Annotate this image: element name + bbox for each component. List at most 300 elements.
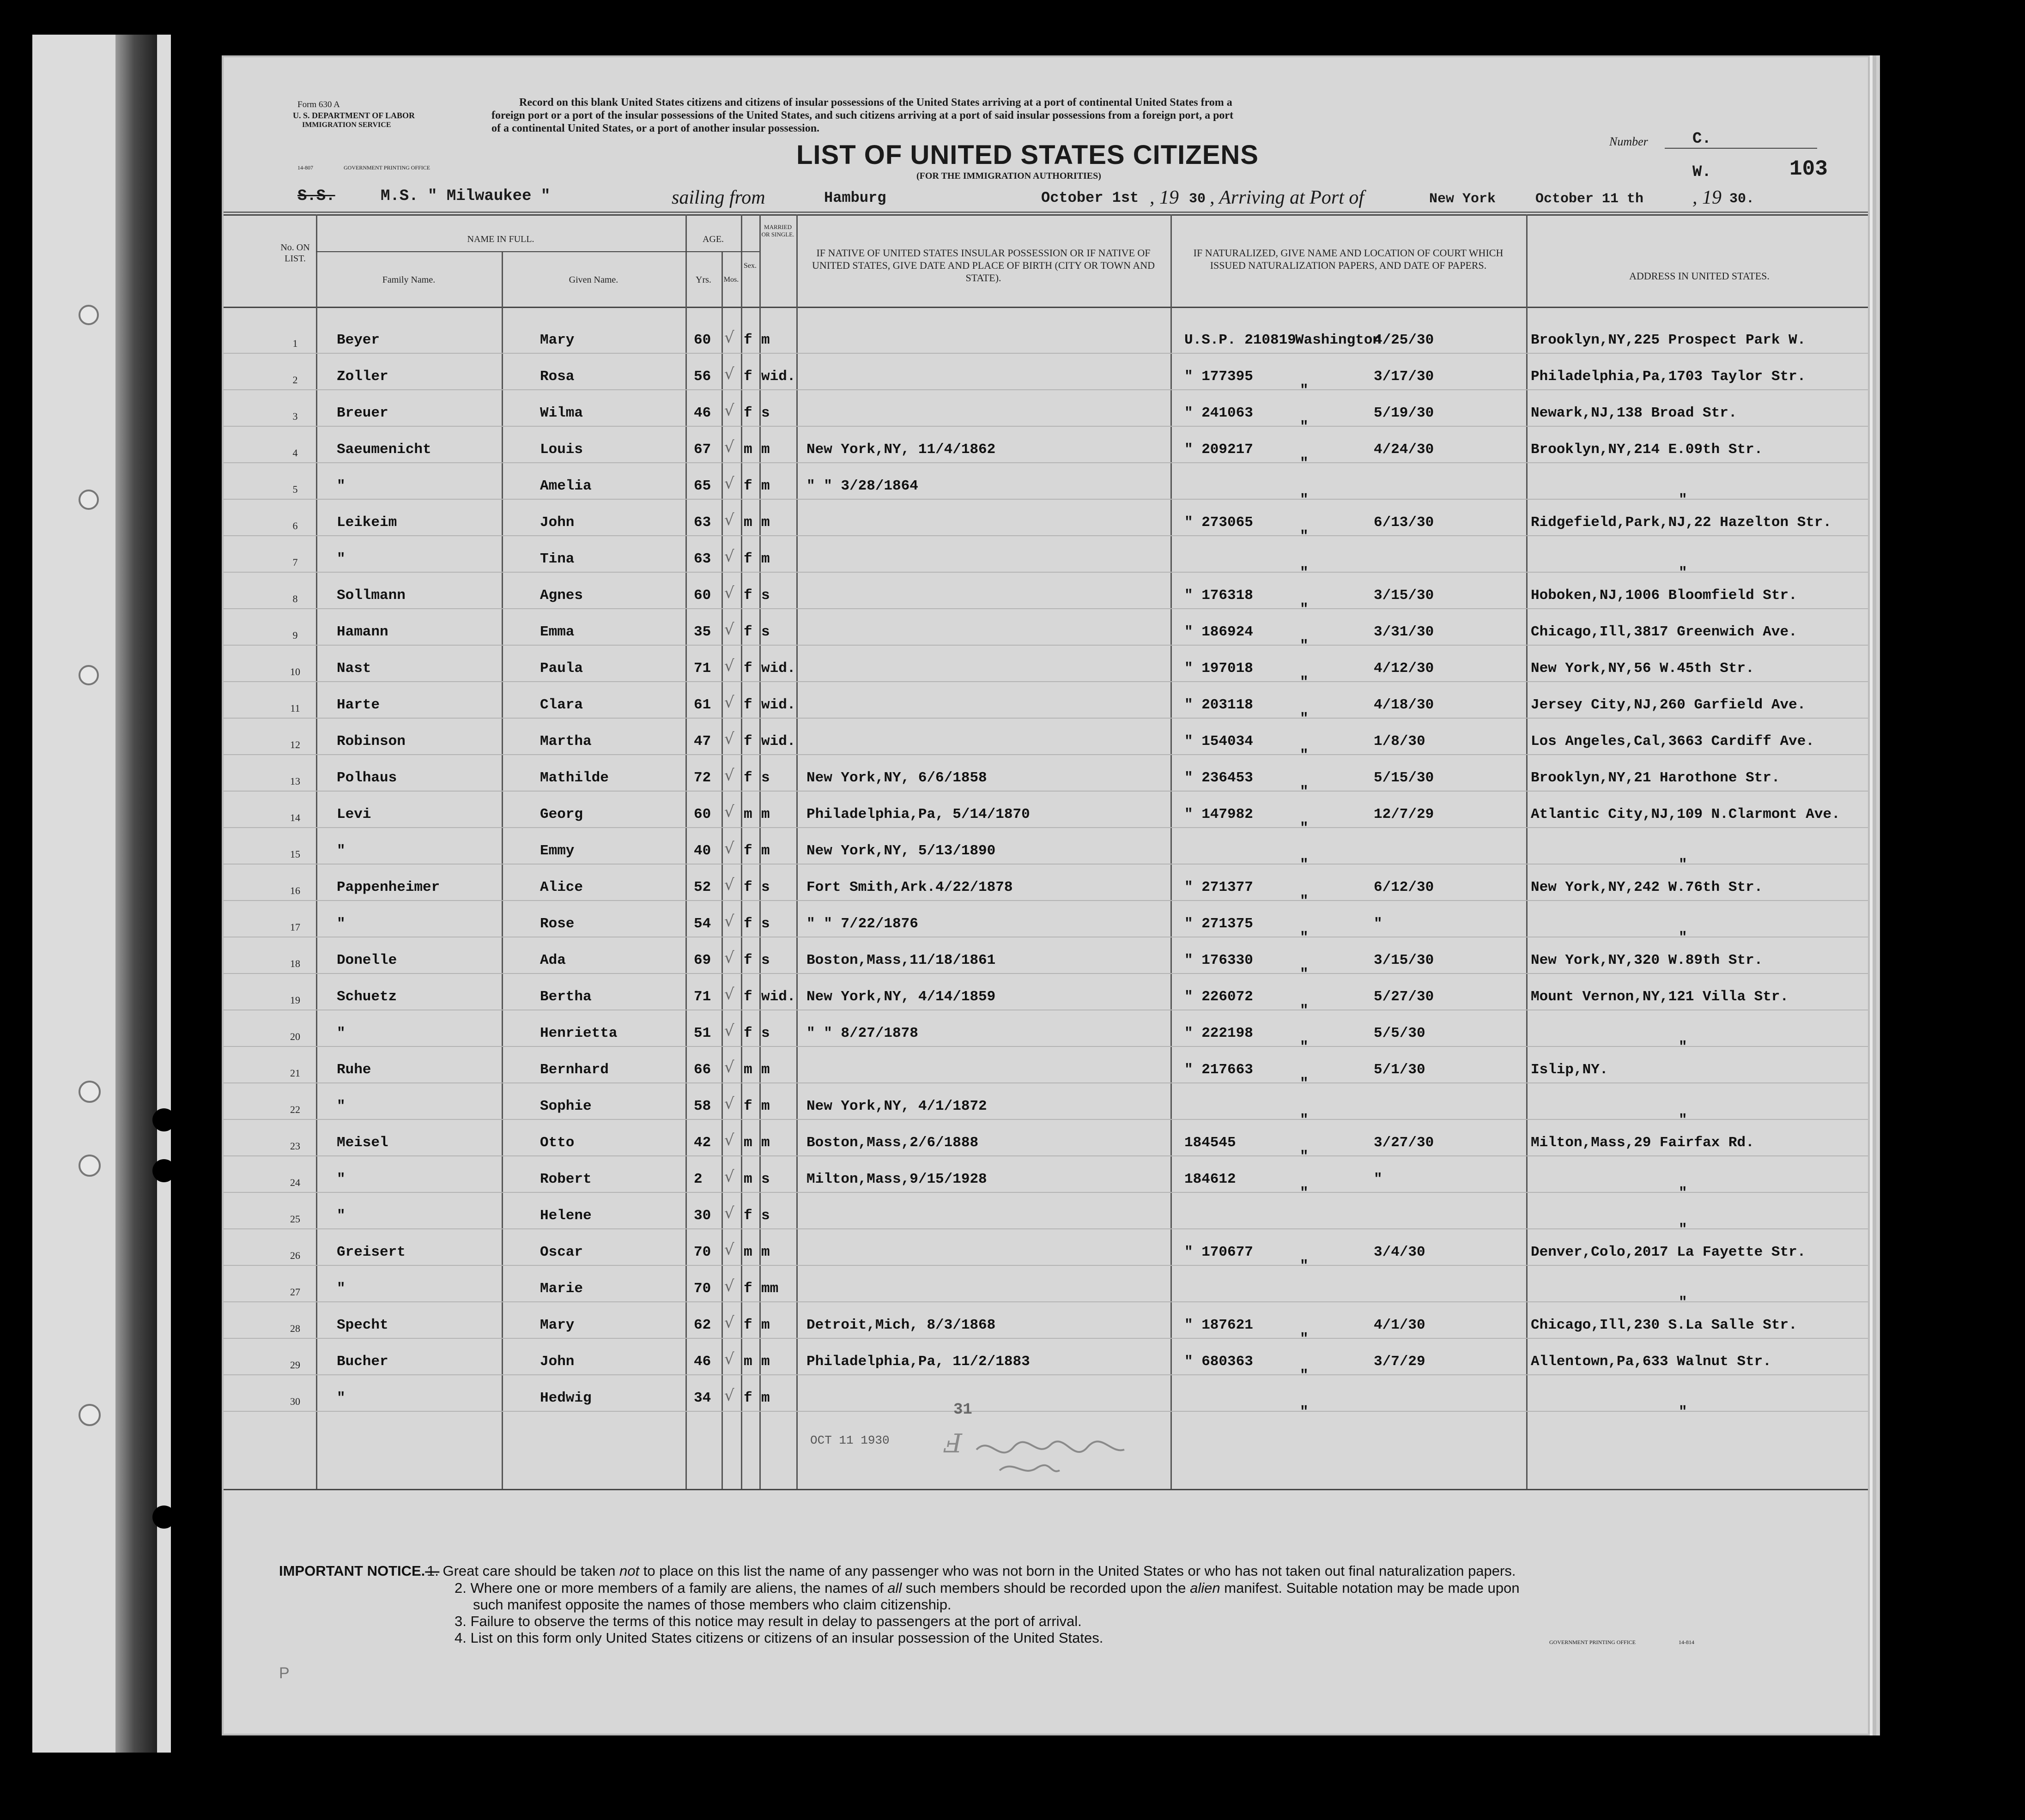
cell-family: ": [337, 843, 346, 859]
header-address: ADDRESS IN UNITED STATES.: [1629, 270, 1770, 282]
stamp-overwrite: 31: [953, 1401, 972, 1419]
cell-paperdate: 3/27/30: [1374, 1135, 1434, 1151]
cell-ms: m: [761, 1062, 770, 1078]
cell-no: 6: [292, 520, 298, 532]
cell-cert: " 186924: [1184, 624, 1253, 640]
cell-yrs: 2: [694, 1171, 703, 1187]
cell-court: ": [1300, 419, 1309, 435]
cell-given: Agnes: [540, 587, 583, 604]
cell-address: Denver,Colo,2017 La Fayette Str.: [1531, 1244, 1806, 1260]
department: U. S. DEPARTMENT OF LABOR: [293, 111, 415, 120]
col-divider: [741, 214, 742, 1489]
cell-paperdate: 5/27/30: [1374, 989, 1434, 1005]
cell-court: ": [1300, 966, 1309, 982]
cell-no: 2: [292, 374, 298, 386]
cell-yrs: 70: [694, 1281, 711, 1297]
cell-paperdate: 6/13/30: [1374, 514, 1434, 531]
cell-ms: s: [761, 770, 770, 786]
cell-sex: m: [744, 1171, 752, 1187]
cell-yrs: 60: [694, 332, 711, 348]
cell-paperdate: 12/7/29: [1374, 806, 1434, 822]
cell-cert: " 273065: [1184, 514, 1253, 531]
col-divider: [502, 251, 503, 1489]
cell-paperdate: 4/25/30: [1374, 332, 1434, 348]
table-top-rule: [224, 214, 1868, 216]
cell-birth: Philadelphia,Pa, 5/14/1870: [806, 806, 1030, 822]
binder-spine-shadow: [115, 35, 157, 1753]
w-label: W.: [1692, 163, 1711, 181]
cell-family: ": [337, 1098, 346, 1114]
cell-no: 8: [292, 593, 298, 605]
struck-prefix: S.S.: [297, 187, 335, 205]
arrival-port: New York: [1429, 191, 1496, 207]
cell-birth: Boston,Mass,11/18/1861: [806, 952, 996, 968]
subheader-rule: [316, 251, 759, 252]
cell-yrs: 34: [694, 1390, 711, 1406]
check-mark-icon: √: [724, 474, 734, 493]
sailing-from-label: sailing from: [672, 187, 765, 208]
check-mark-icon: √: [724, 1240, 734, 1259]
cell-given: Oscar: [540, 1244, 583, 1260]
cell-yrs: 58: [694, 1098, 711, 1114]
cell-ms: s: [761, 1171, 770, 1187]
cell-cert: " 209217: [1184, 441, 1253, 458]
cell-ms: m: [761, 441, 770, 458]
header-name-in-full: NAME IN FULL.: [467, 234, 534, 244]
from-port: Hamburg: [824, 189, 886, 206]
year-prefix-2: , 19: [1692, 187, 1722, 208]
cell-cert: " 203118: [1184, 697, 1253, 713]
cell-no: 28: [290, 1323, 300, 1334]
cell-no: 29: [290, 1359, 300, 1371]
cell-paperdate: 5/1/30: [1374, 1062, 1425, 1078]
cell-sex: m: [744, 514, 752, 531]
number-rule: [1665, 148, 1817, 149]
notice-heading: IMPORTANT NOTICE.—: [279, 1563, 440, 1579]
row-guide-line: [224, 353, 1868, 354]
cell-given: Mary: [540, 1317, 575, 1333]
check-mark-icon: √: [724, 1167, 734, 1186]
cell-sex: f: [744, 587, 752, 604]
cell-birth: New York,NY, 4/14/1859: [806, 989, 996, 1005]
row-guide-line: [224, 754, 1868, 755]
cell-given: Ada: [540, 952, 566, 968]
inspector-signature: Ⅎ: [944, 1429, 962, 1459]
cell-yrs: 60: [694, 587, 711, 604]
cell-paperdate: 3/4/30: [1374, 1244, 1425, 1260]
page-subtitle: (FOR THE IMMIGRATION AUTHORITIES): [916, 171, 1101, 181]
cell-court: ": [1300, 1149, 1309, 1165]
manifest-sheet: [222, 55, 1870, 1735]
cell-family: Sollmann: [337, 587, 406, 604]
cell-sex: f: [744, 916, 752, 932]
binder-ring: [79, 1081, 101, 1103]
cell-ms: m: [761, 332, 770, 348]
cell-paperdate: 3/15/30: [1374, 587, 1434, 604]
cell-sex: m: [744, 1354, 752, 1370]
cell-given: Mathilde: [540, 770, 609, 786]
cell-address: Newark,NJ,138 Broad Str.: [1531, 405, 1737, 421]
cell-yrs: 70: [694, 1244, 711, 1260]
cell-cert: " 241063: [1184, 405, 1253, 421]
cell-sex: f: [744, 405, 752, 421]
cell-court: ": [1300, 1112, 1309, 1128]
binder-ring: [79, 1404, 101, 1426]
cell-family: Donelle: [337, 952, 397, 968]
cell-given: Paula: [540, 660, 583, 677]
check-mark-icon: √: [724, 985, 734, 1004]
cell-ms: s: [761, 916, 770, 932]
cell-family: Saeumenicht: [337, 441, 431, 458]
cell-paperdate: 5/15/30: [1374, 770, 1434, 786]
cell-given: Louis: [540, 441, 583, 458]
col-divider: [796, 214, 798, 1489]
cell-paperdate: 3/17/30: [1374, 369, 1434, 385]
header-given-name: Given Name.: [569, 275, 618, 285]
service: IMMIGRATION SERVICE: [302, 121, 391, 129]
cell-family: Specht: [337, 1317, 388, 1333]
cell-yrs: 30: [694, 1208, 711, 1224]
check-mark-icon: √: [724, 1386, 734, 1405]
row-guide-line: [224, 864, 1868, 865]
cell-no: 4: [292, 447, 298, 459]
check-mark-icon: √: [724, 584, 734, 602]
cell-no: 1: [292, 338, 298, 349]
cell-given: Alice: [540, 879, 583, 895]
cell-paperdate: 3/7/29: [1374, 1354, 1425, 1370]
small-code: 14-807: [297, 164, 313, 171]
cell-yrs: 52: [694, 879, 711, 895]
row-guide-line: [224, 499, 1868, 500]
cell-sex: f: [744, 369, 752, 385]
instructions-line-1: Record on this blank United States citizens and citizens of insular possessions of the United States arriving at a port of continental United States from a: [519, 97, 1232, 109]
header-birth: IF NATIVE OF UNITED STATES INSULAR POSSESSION OR IF NATIVE OF UNITED STATES, GIVE DATE AND PLACE OF BIRTH (CITY OR TOWN AND STATE).: [812, 247, 1155, 284]
instructions-line-3: of a continental United States, or a port of another insular possession.: [491, 122, 820, 134]
cell-address: ": [1679, 857, 1687, 873]
cell-no: 16: [290, 885, 300, 896]
cell-yrs: 47: [694, 733, 711, 750]
cell-given: Bernhard: [540, 1062, 609, 1078]
check-mark-icon: √: [724, 949, 734, 967]
cell-court: ": [1300, 601, 1309, 617]
cell-birth: Fort Smith,Ark.4/22/1878: [806, 879, 1013, 895]
cell-given: Mary: [540, 332, 575, 348]
table-bottom-rule: [224, 1489, 1868, 1490]
cell-no: 3: [292, 411, 298, 422]
row-guide-line: [224, 791, 1868, 792]
cell-given: Clara: [540, 697, 583, 713]
check-mark-icon: √: [724, 620, 734, 639]
row-guide-line: [224, 1265, 1868, 1266]
cell-no: 12: [290, 739, 300, 750]
binder-ring: [79, 490, 99, 510]
cell-court: ": [1300, 1367, 1309, 1384]
header-no: No. ON LIST.: [280, 242, 310, 264]
cell-given: Robert: [540, 1171, 592, 1187]
cell-no: 9: [292, 629, 298, 641]
check-mark-icon: √: [724, 1277, 734, 1295]
cell-birth: New York,NY, 6/6/1858: [806, 770, 987, 786]
col-divider: [1170, 214, 1172, 1489]
cell-sex: f: [744, 1317, 752, 1333]
cell-given: Martha: [540, 733, 592, 750]
cell-sex: f: [744, 843, 752, 859]
check-mark-icon: √: [724, 1350, 734, 1368]
cell-ms: m: [761, 514, 770, 531]
cell-yrs: 71: [694, 660, 711, 677]
row-guide-line: [224, 608, 1868, 609]
check-mark-icon: √: [724, 1058, 734, 1076]
cell-family: Hamann: [337, 624, 388, 640]
cell-no: 11: [290, 702, 300, 714]
col-divider: [316, 214, 317, 1489]
cell-paperdate: ": [1374, 1171, 1382, 1187]
cell-yrs: 46: [694, 405, 711, 421]
cell-address: New York,NY,242 W.76th Str.: [1531, 879, 1763, 895]
row-guide-line: [224, 900, 1868, 901]
check-mark-icon: √: [724, 1204, 734, 1222]
cell-ms: mm: [761, 1281, 779, 1297]
cell-yrs: 69: [694, 952, 711, 968]
header-family-name: Family Name.: [382, 275, 436, 285]
cell-court: ": [1300, 1331, 1309, 1347]
cell-sex: m: [744, 806, 752, 822]
cell-cert: " 271375: [1184, 916, 1253, 932]
cell-no: 19: [290, 994, 300, 1006]
cell-sex: f: [744, 952, 752, 968]
cell-ms: wid.: [761, 369, 796, 385]
notice-item-2-cont: such manifest opposite the names of those members who claim citizenship.: [473, 1596, 952, 1613]
binder-ring: [79, 665, 99, 685]
check-mark-icon: √: [724, 1022, 734, 1040]
cell-court: ": [1300, 820, 1309, 836]
row-guide-line: [224, 1119, 1868, 1120]
cell-ms: m: [761, 478, 770, 494]
cell-paperdate: 4/12/30: [1374, 660, 1434, 677]
check-mark-icon: √: [724, 401, 734, 420]
cell-family: Leikeim: [337, 514, 397, 531]
cell-address: ": [1679, 1112, 1687, 1128]
punch-hole: [152, 1108, 176, 1131]
cell-cert: 184545: [1184, 1135, 1236, 1151]
cell-no: 26: [290, 1250, 300, 1261]
cell-sex: f: [744, 770, 752, 786]
cell-paperdate: 1/8/30: [1374, 733, 1425, 750]
row-guide-line: [224, 645, 1868, 646]
row-guide-line: [224, 1082, 1868, 1083]
cell-family: Greisert: [337, 1244, 406, 1260]
cell-cert: " 177395: [1184, 369, 1253, 385]
row-guide-line: [224, 462, 1868, 463]
cell-given: John: [540, 1354, 575, 1370]
cell-address: Philadelphia,Pa,1703 Taylor Str.: [1531, 369, 1806, 385]
cell-court: ": [1300, 1404, 1309, 1420]
cell-address: Atlantic City,NJ,109 N.Clarmont Ave.: [1531, 806, 1840, 822]
cell-paperdate: 6/12/30: [1374, 879, 1434, 895]
cell-family: ": [337, 1208, 346, 1224]
cell-yrs: 62: [694, 1317, 711, 1333]
cell-given: Hedwig: [540, 1390, 592, 1406]
cell-birth: New York,NY, 4/1/1872: [806, 1098, 987, 1114]
cell-ms: m: [761, 1098, 770, 1114]
header-sex: Sex.: [744, 262, 757, 270]
row-guide-line: [224, 681, 1868, 682]
cell-family: ": [337, 478, 346, 494]
cell-no: 27: [290, 1286, 300, 1298]
cell-yrs: 46: [694, 1354, 711, 1370]
cell-family: Meisel: [337, 1135, 388, 1151]
cell-address: New York,NY,320 W.89th Str.: [1531, 952, 1763, 968]
cell-address: ": [1679, 1294, 1687, 1311]
cell-address: ": [1679, 1039, 1687, 1055]
cell-sex: f: [744, 879, 752, 895]
page-title: LIST OF UNITED STATES CITIZENS: [796, 140, 1259, 170]
cell-ms: wid.: [761, 697, 796, 713]
cell-no: 10: [290, 666, 300, 677]
cell-court: ": [1300, 528, 1309, 544]
cell-birth: " " 8/27/1878: [806, 1025, 918, 1041]
header-yrs: Yrs.: [696, 275, 711, 285]
cell-no: 20: [290, 1031, 300, 1042]
cell-sex: f: [744, 332, 752, 348]
cell-family: Nast: [337, 660, 371, 677]
check-mark-icon: √: [724, 365, 734, 383]
check-mark-icon: √: [724, 438, 734, 456]
header-married-single: MARRIED OR SINGLE.: [761, 224, 794, 238]
row-guide-line: [224, 572, 1868, 573]
cell-yrs: 54: [694, 916, 711, 932]
cell-sex: f: [744, 733, 752, 750]
cell-ms: m: [761, 1244, 770, 1260]
cell-cert: " 170677: [1184, 1244, 1253, 1260]
cell-court: ": [1300, 1258, 1309, 1274]
cell-given: Rose: [540, 916, 575, 932]
cell-sex: f: [744, 1390, 752, 1406]
cell-given: Tina: [540, 551, 575, 567]
row-guide-line: [224, 535, 1868, 536]
cell-address: New York,NY,56 W.45th Str.: [1531, 660, 1754, 677]
row-guide-line: [224, 1338, 1868, 1339]
cell-paperdate: 3/31/30: [1374, 624, 1434, 640]
cell-address: Brooklyn,NY,225 Prospect Park W.: [1531, 332, 1806, 348]
cell-no: 25: [290, 1213, 300, 1225]
cell-given: Helene: [540, 1208, 592, 1224]
cell-paperdate: 4/18/30: [1374, 697, 1434, 713]
col-divider: [721, 251, 723, 1489]
col-divider: [1526, 214, 1528, 1489]
cell-ms: s: [761, 405, 770, 421]
check-mark-icon: √: [724, 693, 734, 712]
cell-address: Brooklyn,NY,21 Harothone Str.: [1531, 770, 1780, 786]
cell-address: Jersey City,NJ,260 Garfield Ave.: [1531, 697, 1806, 713]
cell-given: Georg: [540, 806, 583, 822]
cell-sex: m: [744, 1135, 752, 1151]
cell-no: 7: [292, 556, 298, 568]
cell-cert: " 147982: [1184, 806, 1253, 822]
cell-cert: " 271377: [1184, 879, 1253, 895]
cell-family: Ruhe: [337, 1062, 371, 1078]
cell-paperdate: 3/15/30: [1374, 952, 1434, 968]
cell-address: ": [1679, 1404, 1687, 1420]
cell-given: Henrietta: [540, 1025, 618, 1041]
cell-ms: m: [761, 1354, 770, 1370]
cell-family: Zoller: [337, 369, 388, 385]
cell-ms: m: [761, 551, 770, 567]
cell-given: Emmy: [540, 843, 575, 859]
cell-family: ": [337, 1390, 346, 1406]
cell-given: Rosa: [540, 369, 575, 385]
header-age: AGE.: [702, 234, 724, 244]
cell-birth: " " 3/28/1864: [806, 478, 918, 494]
cell-given: Bertha: [540, 989, 592, 1005]
cell-ms: m: [761, 1317, 770, 1333]
cell-family: ": [337, 1281, 346, 1297]
check-mark-icon: √: [724, 547, 734, 566]
cell-court: ": [1300, 711, 1309, 727]
cell-ms: wid.: [761, 989, 796, 1005]
cell-court: ": [1300, 1185, 1309, 1201]
row-guide-line: [224, 827, 1868, 828]
binder-ring: [79, 1155, 101, 1177]
cell-court: ": [1300, 455, 1309, 472]
cell-court: ": [1300, 1039, 1309, 1055]
cell-family: Bucher: [337, 1354, 388, 1370]
cell-cert: " 222198: [1184, 1025, 1253, 1041]
row-guide-line: [224, 1228, 1868, 1229]
cell-yrs: 61: [694, 697, 711, 713]
check-mark-icon: √: [724, 511, 734, 529]
cell-ms: s: [761, 1025, 770, 1041]
cell-address: Brooklyn,NY,214 E.09th Str.: [1531, 441, 1763, 458]
col-divider: [685, 214, 687, 1489]
cell-yrs: 63: [694, 551, 711, 567]
cell-ms: s: [761, 624, 770, 640]
cell-no: 21: [290, 1067, 300, 1079]
cell-birth: Philadelphia,Pa, 11/2/1883: [806, 1354, 1030, 1370]
cell-ms: s: [761, 952, 770, 968]
cell-yrs: 60: [694, 806, 711, 822]
cell-yrs: 67: [694, 441, 711, 458]
cell-no: 24: [290, 1177, 300, 1188]
cell-given: Sophie: [540, 1098, 592, 1114]
cell-birth: Boston,Mass,2/6/1888: [806, 1135, 979, 1151]
cell-yrs: 65: [694, 478, 711, 494]
cell-court: ": [1300, 784, 1309, 800]
punch-hole: [152, 1159, 176, 1182]
cell-sex: f: [744, 478, 752, 494]
cell-address: ": [1679, 930, 1687, 946]
cell-sex: m: [744, 441, 752, 458]
cell-address: Ridgefield,Park,NJ,22 Hazelton Str.: [1531, 514, 1832, 531]
cell-sex: f: [744, 624, 752, 640]
row-guide-line: [224, 426, 1868, 427]
cell-cert: " 197018: [1184, 660, 1253, 677]
cell-yrs: 51: [694, 1025, 711, 1041]
cell-no: 15: [290, 848, 300, 860]
cell-address: Hoboken,NJ,1006 Bloomfield Str.: [1531, 587, 1797, 604]
footer-code: 14-814: [1679, 1639, 1694, 1645]
cell-ms: m: [761, 1390, 770, 1406]
cell-yrs: 72: [694, 770, 711, 786]
cell-sex: f: [744, 989, 752, 1005]
cell-court: Washington: [1295, 332, 1382, 348]
signature-scribble: [972, 1431, 1166, 1473]
cell-given: Otto: [540, 1135, 575, 1151]
instructions-line-2: foreign port or a port of the insular possessions of the United States, and such citizens arriving at a port of said insular possessions from a foreign port, a port: [491, 109, 1234, 121]
cell-sex: f: [744, 1208, 752, 1224]
cell-family: Breuer: [337, 405, 388, 421]
row-guide-line: [224, 718, 1868, 719]
